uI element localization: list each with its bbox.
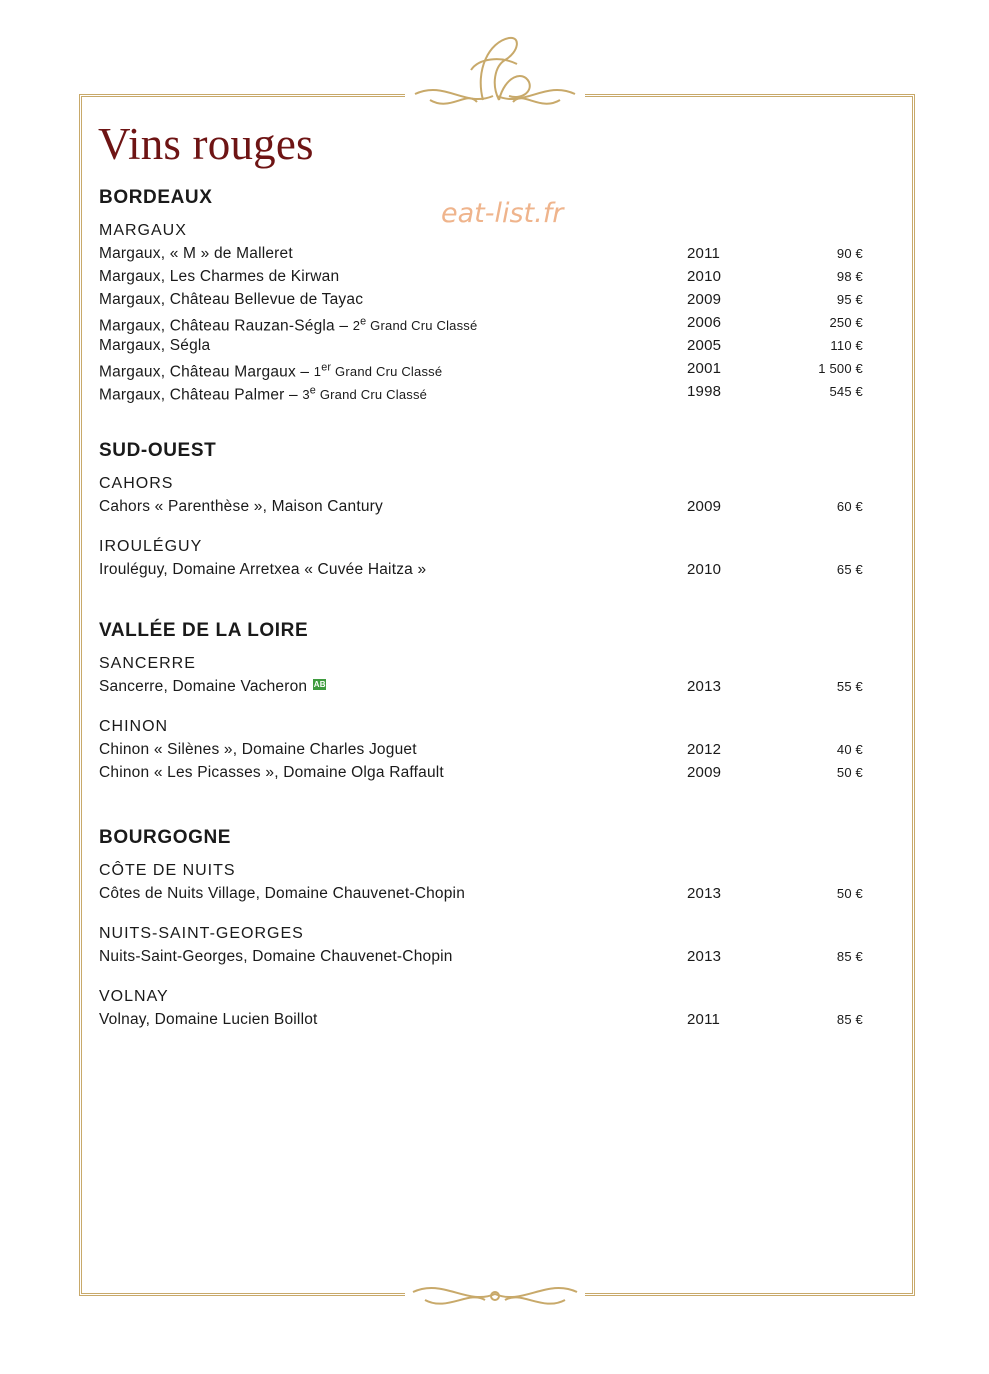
monogram-ornament-icon xyxy=(405,30,585,120)
wine-year: 2013 xyxy=(687,678,722,695)
wine-price: 250 € xyxy=(829,315,863,330)
wine-year: 2005 xyxy=(687,337,722,354)
section-loire xyxy=(99,619,879,784)
wine-year: 2013 xyxy=(687,948,722,965)
wine-price: 1 500 € xyxy=(818,361,863,376)
wine-year: 2011 xyxy=(687,245,721,262)
appellation-heading: CHINON xyxy=(99,718,169,735)
wine-year: 2001 xyxy=(687,360,722,377)
appellation-heading: CÔTE DE NUITS xyxy=(99,862,236,879)
wine-price: 40 € xyxy=(836,742,863,757)
wine-name: Volnay, Domaine Lucien Boillot xyxy=(99,1011,318,1028)
appellation-heading: MARGAUX xyxy=(99,222,187,239)
wine-price: 55 € xyxy=(836,679,863,694)
wine-price: 50 € xyxy=(836,886,863,901)
wine-year: 2012 xyxy=(687,741,722,758)
wine-row xyxy=(99,675,879,698)
section-sud-ouest xyxy=(99,439,879,581)
wine-price: 90 € xyxy=(836,246,863,261)
wine-year: 2011 xyxy=(687,1011,721,1028)
wine-row xyxy=(99,288,879,311)
appellation-heading: VOLNAY xyxy=(99,988,169,1005)
wine-year: 2009 xyxy=(687,498,722,515)
appellation-heading: NUITS-SAINT-GEORGES xyxy=(99,925,304,942)
wine-year: 2009 xyxy=(687,764,722,781)
wine-year: 1998 xyxy=(687,383,722,400)
wine-name: Nuits-Saint-Georges, Domaine Chauvenet-Chopin xyxy=(99,948,453,965)
wine-row xyxy=(99,380,879,403)
wine-name: Côtes de Nuits Village, Domaine Chauvenet-Chopin xyxy=(99,885,466,902)
wine-name: Margaux, Château Bellevue de Tayac xyxy=(99,291,364,308)
region-heading: BORDEAUX xyxy=(99,187,213,208)
wine-name: Margaux, « M » de Malleret xyxy=(99,245,293,262)
wine-year: 2010 xyxy=(687,268,722,285)
wine-price: 65 € xyxy=(836,562,863,577)
wine-year: 2006 xyxy=(687,314,722,331)
wine-price: 98 € xyxy=(836,269,863,284)
wine-price: 85 € xyxy=(836,1012,863,1027)
wine-price: 50 € xyxy=(836,765,863,780)
wine-row xyxy=(99,945,879,968)
wine-year: 2010 xyxy=(687,561,722,578)
wine-name: Sancerre, Domaine Vacheron AB xyxy=(99,678,326,695)
wine-row xyxy=(99,882,879,905)
wine-row xyxy=(99,738,879,761)
wine-price: 110 € xyxy=(830,338,863,353)
wine-name: Margaux, Ségla xyxy=(99,337,211,354)
section-bourgogne xyxy=(99,826,879,1031)
wine-name: Margaux, Les Charmes de Kirwan xyxy=(99,268,340,285)
wine-price: 60 € xyxy=(836,499,863,514)
appellation-heading: IROULÉGUY xyxy=(99,538,203,555)
wine-row xyxy=(99,357,879,380)
appellation-heading: SANCERRE xyxy=(99,655,196,672)
wine-price: 85 € xyxy=(836,949,863,964)
watermark-text: eat-list.fr xyxy=(441,198,564,229)
wine-name: Margaux, Château Palmer – 3e Grand Cru Classé xyxy=(99,385,428,404)
organic-ab-icon: AB xyxy=(313,680,326,689)
section-bordeaux xyxy=(99,186,879,403)
wine-row xyxy=(99,334,879,357)
wine-price: 545 € xyxy=(829,384,863,399)
wine-name: Cahors « Parenthèse », Maison Cantury xyxy=(99,498,383,515)
wine-row xyxy=(99,558,879,581)
wine-row xyxy=(99,311,879,334)
wine-row xyxy=(99,761,879,784)
wine-row xyxy=(99,1008,879,1031)
wine-row xyxy=(99,265,879,288)
scroll-ornament-icon xyxy=(405,1272,585,1318)
region-heading: BOURGOGNE xyxy=(99,827,232,848)
wine-price: 95 € xyxy=(836,292,863,307)
wine-name: Margaux, Château Rauzan-Ségla – 2e Grand Cru Classé xyxy=(99,316,478,335)
wine-name: Margaux, Château Margaux – 1er Grand Cru Classé xyxy=(99,362,443,381)
wine-row xyxy=(99,495,879,518)
wine-row xyxy=(99,242,879,265)
region-heading: SUD-OUEST xyxy=(99,440,217,461)
page-title: Vins rouges xyxy=(98,119,314,169)
wine-year: 2013 xyxy=(687,885,722,902)
wine-name: Irouléguy, Domaine Arretxea « Cuvée Haitza » xyxy=(99,561,427,578)
wine-year: 2009 xyxy=(687,291,722,308)
appellation-heading: CAHORS xyxy=(99,475,174,492)
region-heading: VALLÉE DE LA LOIRE xyxy=(99,620,309,641)
wine-name: Chinon « Silènes », Domaine Charles Joguet xyxy=(99,741,417,758)
wine-name: Chinon « Les Picasses », Domaine Olga Raffault xyxy=(99,764,444,781)
